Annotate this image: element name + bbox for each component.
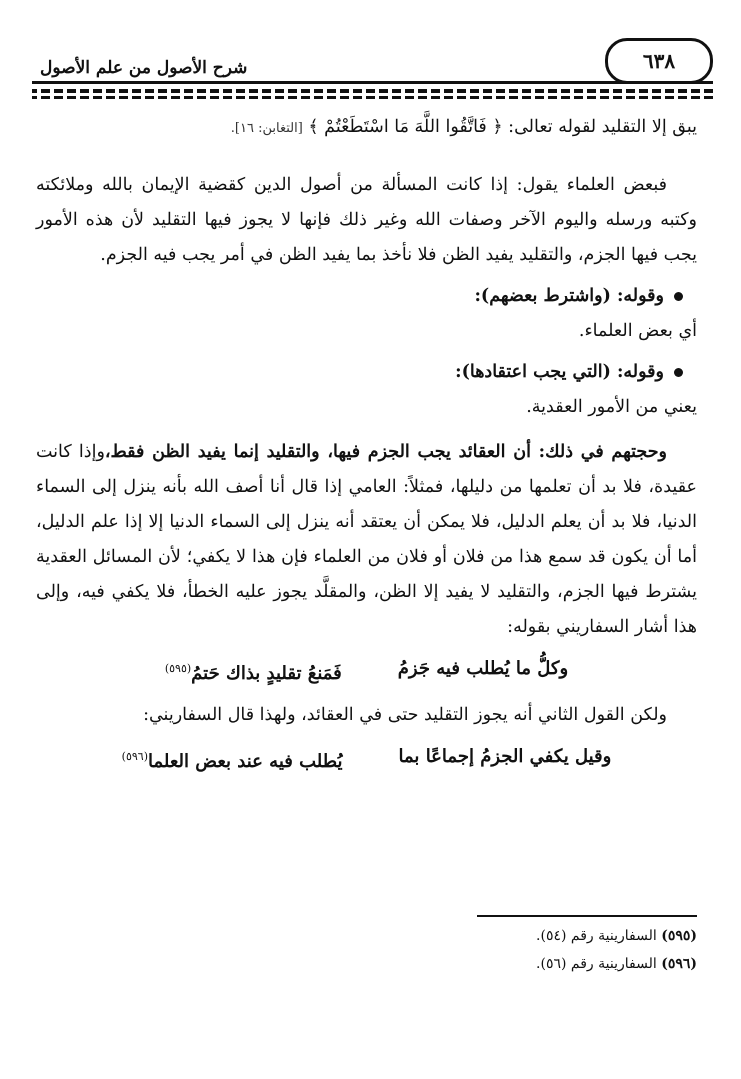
footnote-marker: (٥٩٥) [164,662,192,675]
verse-2-first-half: وقيل يكفي الجزمُ إجماعًا بما [398,746,612,767]
paragraph-2 [36,435,697,645]
paragraph-3: ولكن القول الثاني أنه يجوز التقليد حتى في العقائد، ولهذا قال السفاريني: [143,705,667,725]
verse-2-second-half: يُطلب فيه عند بعض العلما$^{(٥٩٦)}$ [121,750,343,772]
bullet-icon [674,292,683,301]
header-rule [32,81,713,84]
bullet-2-label: وقوله: (التي يجب اعتقادها): [455,362,664,382]
header-dashed-rule-2 [32,96,713,99]
page-body [36,110,697,786]
opening-line [36,110,697,146]
header-dashed-rule [32,89,713,93]
argument-lead: وحجتهم في ذلك: أن العقائد يجب الجزم فيها، والتقليد إنما يفيد الظن فقط، [104,442,667,462]
bullet-icon [674,368,683,377]
poem-verse-2 [36,737,697,782]
bullet-1-label: وقوله: (واشترط بعضهم): [474,286,664,306]
verse-1-first-half: وكلُّ ما يُطلب فيه جَزمُ [397,658,569,679]
footnote-item [536,922,697,950]
poem-verse-1 [36,649,697,694]
argument-body: وإذا كانت عقيدة، فلا بد أن تعلمها من دليلها، فمثلاً: العامي إذا قال أنا أصف الله بأنه ينزل إلى السماء الدنيا، فلا بد أن يعلم الدليل، فلا يمكن أن يعتقد أنه ينزل إلى السماء الدنيا إلا إذا علم الدليل، أما أن يكون قد سمع هذا من فلان أو فلان من العلماء فإن هذا لا يكفي؛ لأن المسائل العقدية يشترط فيها الجزم، والتقليد لا يفيد إلا الظن، والمقلَّد يجوز عليه الخطأ، فلا يكفي فيه، وإلى هذا أشار السفاريني بقوله: [36,442,697,637]
page-number-badge: ٦٣٨ [605,38,713,84]
footnote-separator [477,915,697,917]
bullet-2-explanation: يعني من الأمور العقدية. [526,397,697,417]
quran-verse-line: يبق إلا التقليد لقوله تعالى: ﴿ فَاتَّقُوا اللَّهَ مَا اسْتَطَعْتُمْ ﴾ [308,117,697,137]
footnote-marker: (٥٩٦) [121,750,148,763]
running-title: شرح الأصول من علم الأصول [40,58,248,78]
bullet-1-explanation: أي بعض العلماء. [578,321,697,341]
footnotes [536,922,697,978]
bullet-item-1 [36,279,697,314]
verse-reference: [التغابن: ١٦]. [230,121,303,136]
paragraph-1: فبعض العلماء يقول: إذا كانت المسألة من أصول الدين كقضية الإيمان بالله وملائكته وكتبه ورسله واليوم الآخر وصفات الله وغير ذلك فإنها لا يجوز فيها التقليد لأن هذه الأمور يجب فيها الجزم، والتقليد يفيد الظن فلا نأخذ بما يفيد الظن في أمر يجب فيه الجزم. [36,175,697,265]
footnote-item [536,950,697,978]
footnote-text: السفارينية رقم (٥٦). [536,956,657,972]
page-header [32,38,713,108]
footnote-number: (٥٩٥) [661,928,697,944]
verse-1-second-half: فَمَنعُ تقليدٍ بذاك حَتمُ$^{(٥٩٥)}$ [164,662,342,684]
footnote-number: (٥٩٦) [661,956,697,972]
bullet-item-2 [36,355,697,390]
footnote-text: السفارينية رقم (٥٤). [536,928,657,944]
